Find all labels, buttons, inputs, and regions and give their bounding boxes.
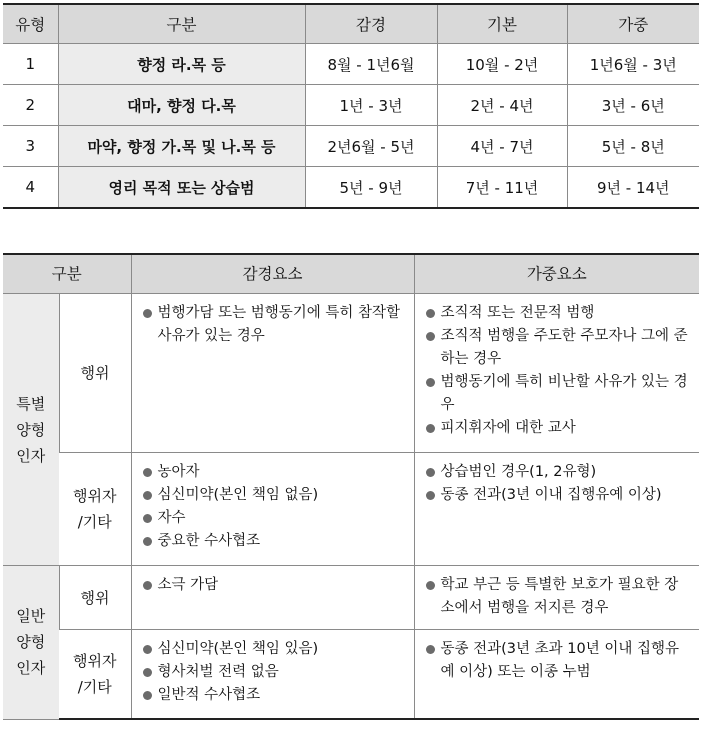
header-category: 구분 <box>3 254 131 294</box>
mitigating-cell <box>131 294 414 453</box>
header-category: 구분 <box>58 4 305 44</box>
row-type: 1 <box>3 44 58 85</box>
group-label-line: 인자 <box>16 659 46 678</box>
list-item: 학교 부근 등 특별한 보호가 필요한 장소에서 범행을 저지른 경우 <box>425 574 692 620</box>
row-mitigated: 5년 - 9년 <box>305 167 437 209</box>
aggravating-cell <box>414 566 699 630</box>
row-category: 대마, 향정 다.목 <box>58 85 305 126</box>
group-label-line: 인자 <box>16 446 46 465</box>
list-item: 조직적 또는 전문적 범행 <box>425 302 692 325</box>
table-row <box>3 453 699 566</box>
row-aggravated: 5년 - 8년 <box>567 126 699 167</box>
table-row <box>3 566 699 630</box>
list-item: 범행가담 또는 범행동기에 특히 참작할 사유가 있는 경우 <box>142 302 406 348</box>
row-category: 향정 라.목 등 <box>58 44 305 85</box>
sub-label-line: /기타 <box>77 678 112 696</box>
table-header-row <box>3 4 699 44</box>
list-item: 동종 전과(3년 초과 10년 이내 집행유예 이상) 또는 이종 누범 <box>425 638 692 684</box>
group-label-line: 특별 <box>16 394 46 413</box>
row-category: 마약, 향정 가.목 및 나.목 등 <box>58 126 305 167</box>
row-type: 2 <box>3 85 58 126</box>
row-mitigated: 2년6월 - 5년 <box>305 126 437 167</box>
header-type: 유형 <box>3 4 58 44</box>
sub-label <box>59 294 131 453</box>
sentencing-range-table <box>3 3 699 209</box>
aggravating-cell <box>414 294 699 453</box>
group-label-general <box>3 566 59 720</box>
row-basic: 7년 - 11년 <box>437 167 567 209</box>
table-row <box>3 85 699 126</box>
sub-label <box>59 630 131 720</box>
mitigating-cell <box>131 453 414 566</box>
mitigating-cell <box>131 630 414 720</box>
row-aggravated: 9년 - 14년 <box>567 167 699 209</box>
row-mitigated: 1년 - 3년 <box>305 85 437 126</box>
list-item: 일반적 수사협조 <box>142 684 406 707</box>
row-aggravated: 3년 - 6년 <box>567 85 699 126</box>
list-item: 중요한 수사협조 <box>142 530 406 553</box>
row-type: 4 <box>3 167 58 209</box>
list-item: 상습범인 경우(1, 2유형) <box>425 461 692 484</box>
sub-label-line: /기타 <box>77 513 112 531</box>
list-item: 자수 <box>142 507 406 530</box>
list-item: 심신미약(본인 책임 없음) <box>142 484 406 507</box>
sub-label <box>59 566 131 630</box>
list-item: 농아자 <box>142 461 406 484</box>
sub-label-line: 행위 <box>80 588 110 607</box>
group-label-line: 일반 <box>16 607 46 626</box>
list-item: 동종 전과(3년 이내 집행유예 이상) <box>425 484 692 507</box>
table-row <box>3 126 699 167</box>
row-type: 3 <box>3 126 58 167</box>
header-aggravating: 가중요소 <box>414 254 699 294</box>
sub-label-line: 행위자 <box>73 652 117 670</box>
sub-label <box>59 453 131 566</box>
mitigating-cell <box>131 566 414 630</box>
row-basic: 2년 - 4년 <box>437 85 567 126</box>
list-item: 피지휘자에 대한 교사 <box>425 417 692 440</box>
aggravating-cell <box>414 453 699 566</box>
table-row <box>3 630 699 720</box>
aggravating-cell <box>414 630 699 720</box>
table-header-row <box>3 254 699 294</box>
sub-label-line: 행위자 <box>73 487 117 505</box>
header-basic: 기본 <box>437 4 567 44</box>
group-label-line: 양형 <box>16 420 46 439</box>
sub-label-line: 행위 <box>80 364 110 382</box>
list-item: 형사처벌 전력 없음 <box>142 661 406 684</box>
sentencing-factors-table <box>3 253 699 720</box>
header-mitigating: 감경요소 <box>131 254 414 294</box>
row-mitigated: 8월 - 1년6월 <box>305 44 437 85</box>
list-item: 조직적 범행을 주도한 주모자나 그에 준하는 경우 <box>425 325 692 371</box>
row-basic: 10월 - 2년 <box>437 44 567 85</box>
list-item: 심신미약(본인 책임 있음) <box>142 638 406 661</box>
list-item: 소극 가담 <box>142 574 406 597</box>
list-item: 범행동기에 특히 비난할 사유가 있는 경우 <box>425 371 692 417</box>
group-label-line: 양형 <box>16 633 46 652</box>
row-basic: 4년 - 7년 <box>437 126 567 167</box>
header-mitigated: 감경 <box>305 4 437 44</box>
header-aggravated: 가중 <box>567 4 699 44</box>
table-row <box>3 44 699 85</box>
row-aggravated: 1년6월 - 3년 <box>567 44 699 85</box>
row-category: 영리 목적 또는 상습범 <box>58 167 305 209</box>
table-row <box>3 294 699 453</box>
table-row <box>3 167 699 209</box>
group-label-special <box>3 294 59 566</box>
